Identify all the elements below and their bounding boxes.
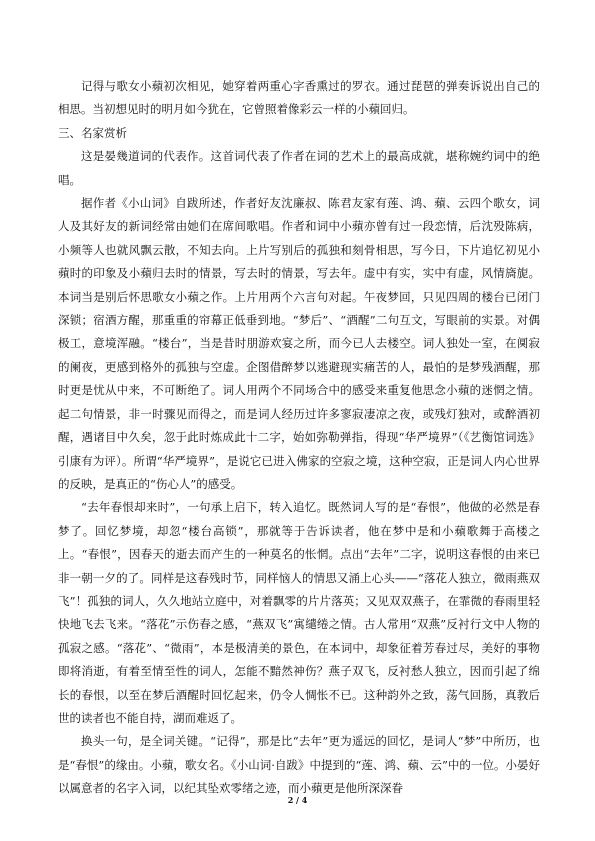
page-content — [58, 75, 540, 801]
paragraph-appreciation-background: 据作者《小山词》自跋所述，作者好友沈廉叔、陈君友家有莲、鸿、蘋、云四个歌女，词人及其好友的新词经常由她们在席间歌唱。作者和词中小蘋亦曾有过一段恋情，后沈殁陈病，小频等人也就风飘云散，不知去向。上片写别后的孤独和刻骨相思，写今日，下片追忆初见小蘋时的印象及小蘋归去时的情景，写去时的情景，写去年。虚中有实，实中有虚，风情旖旎。本词当是别后怀思歌女小蘋之作。上片用两个六言句对起。午夜梦回，只见四周的楼台已闭门深锁；宿酒方醒，那重重的帘幕正低垂到地。“梦后”、“酒醒”二句互文，写眼前的实景。对偶极工，意境浑融。“楼台”，当是昔时朋游欢宴之所，而今已人去楼空。词人独处一室，在阒寂的阑夜，更感到格外的孤独与空虚。企图借醉梦以逃避现实痛苦的人，最怕的是梦残酒醒，那时更是忧从中来，不可断绝了。词人用两个不同场合中的感受来重复他思念小蘋的迷惘之情。起二句情景，非一时骤见而得之，而是词人经历过许多寥寂凄凉之夜，或残灯独对，或醉酒初醒，遇诸目中久矣，忽于此时炼成此十二字，始如弥勒弹指，得现“华严境界”（《艺衡馆词选》引康有为评）。所谓“华严境界”，是说它已进入佛家的空寂之境，这种空寂，正是词人内心世界的反映，是真正的“伤心人”的感受。 — [58, 196, 540, 491]
page-number: 2 / 4 — [287, 795, 308, 805]
paragraph-appreciation-spring-regret: “去年春恨却来时”，一句承上启下，转入追忆。既然词人写的是“春恨”，他做的必然是春梦了。回忆梦境，却忽“楼台高锁”，那就等于告诉读者，他在梦中是和小蘋歌舞于高楼之上。“春恨”，因春天的逝去而产生的一种莫名的怅惘。点出“去年”二字，说明这春恨的由来已非一朝一夕的了。同样是这春残时节，同样恼人的情思又涌上心头——“落花人独立，微雨燕双飞”！孤独的词人，久久地站立庭中，对着飘零的片片落英；又见双双燕子，在霏微的春雨里轻快地飞去飞来。“落花”示伤春之感，“燕双飞”寓缱绻之情。古人常用“双燕”反衬行文中人物的孤寂之感。“落花”、“微雨”，本是极清美的景色，在本词中，却象征着芳春过尽，美好的事物即将消逝，有着至情至性的词人，怎能不黯然神伤？燕子双飞，反衬愁人独立，因而引起了绵长的春恨，以至在梦后酒醒时回忆起来，仍令人惆怅不已。这种韵外之致，荡气回肠，真教后世的读者也不能自持，湖而难返了。 — [58, 500, 540, 725]
section-heading: 三、名家赏析 — [58, 125, 127, 140]
paragraph-translation: 记得与歌女小蘋初次相见，她穿着两重心字香熏过的罗衣。通过琵琶的弹奏诉说出自己的相思。当初想见时的明月如今犹在，它曾照着像彩云一样的小蘋回归。 — [58, 79, 540, 117]
paragraph-appreciation-intro: 这是晏幾道词的代表作。这首词代表了作者在词的艺术上的最高成就，堪称婉约词中的绝唱。 — [58, 149, 540, 187]
paragraph-appreciation-transition: 换头一句，是全词关键。“记得”，那是比“去年”更为遥远的回忆，是词人“梦”中所历，也是“春恨”的缘由。小蘋，歌女名。《小山词·自跋》中提到的“莲、鸿、蘋、云”中的一位。小晏好以属意者的名字入词，以纪其坠欢零绪之迹，而小蘋更是他所深深眷 — [58, 734, 540, 796]
